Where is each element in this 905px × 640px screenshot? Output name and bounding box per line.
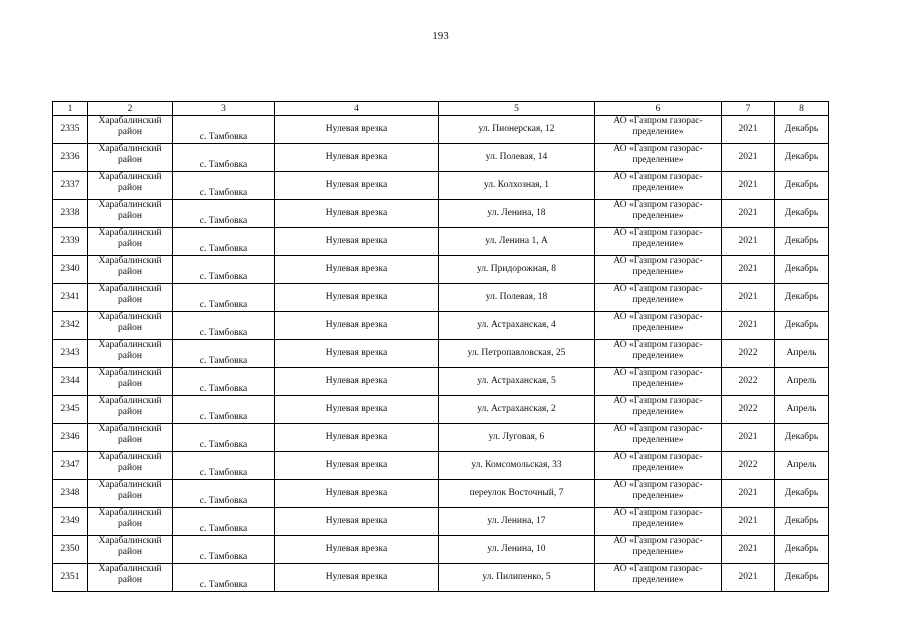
organization-cell xyxy=(595,452,722,480)
organization-line: АО «Газпром газорас- xyxy=(613,284,703,294)
table-row xyxy=(53,144,829,172)
district-line: район xyxy=(118,463,142,473)
settlement-cell: с. Тамбовка xyxy=(173,368,275,396)
year-cell: 2021 xyxy=(722,536,775,564)
table-row xyxy=(53,480,829,508)
organization-line: АО «Газпром газорас- xyxy=(613,172,703,182)
organization-cell xyxy=(595,256,722,284)
organization-line: АО «Газпром газорас- xyxy=(613,508,703,518)
year-cell: 2021 xyxy=(722,228,775,256)
row-number-cell: 2340 xyxy=(53,256,88,284)
row-number-cell: 2335 xyxy=(53,116,88,144)
organization-line: АО «Газпром газорас- xyxy=(613,228,703,238)
work-type-cell: Нулевая врезка xyxy=(275,284,439,312)
district-line: район xyxy=(118,155,142,165)
district-cell xyxy=(88,312,173,340)
organization-cell xyxy=(595,228,722,256)
organization-cell xyxy=(595,536,722,564)
work-type-cell: Нулевая врезка xyxy=(275,172,439,200)
work-type-cell: Нулевая врезка xyxy=(275,200,439,228)
district-cell xyxy=(88,564,173,592)
settlement-cell: с. Тамбовка xyxy=(173,564,275,592)
district-line: Харабалинский xyxy=(98,228,162,238)
year-cell: 2021 xyxy=(722,508,775,536)
organization-line: пределение» xyxy=(632,547,684,557)
address-cell: ул. Комсомольская, 33 xyxy=(439,452,595,480)
row-number-cell: 2341 xyxy=(53,284,88,312)
district-line: район xyxy=(118,575,142,585)
year-cell: 2021 xyxy=(722,172,775,200)
address-cell: ул. Ленина, 17 xyxy=(439,508,595,536)
organization-line: пределение» xyxy=(632,183,684,193)
organization-line: пределение» xyxy=(632,491,684,501)
district-line: Харабалинский xyxy=(98,368,162,378)
address-cell: ул. Астраханская, 4 xyxy=(439,312,595,340)
district-line: район xyxy=(118,519,142,529)
table-row xyxy=(53,256,829,284)
organization-line: пределение» xyxy=(632,351,684,361)
work-type-cell: Нулевая врезка xyxy=(275,312,439,340)
month-cell: Декабрь xyxy=(775,424,829,452)
year-cell: 2021 xyxy=(722,424,775,452)
district-cell xyxy=(88,340,173,368)
organization-line: АО «Газпром газорас- xyxy=(613,340,703,350)
table-row xyxy=(53,200,829,228)
district-line: район xyxy=(118,211,142,221)
settlement-cell: с. Тамбовка xyxy=(173,396,275,424)
district-line: Харабалинский xyxy=(98,116,162,126)
column-number-row xyxy=(53,102,829,116)
organization-cell xyxy=(595,172,722,200)
district-cell xyxy=(88,536,173,564)
organization-line: пределение» xyxy=(632,155,684,165)
table-row xyxy=(53,172,829,200)
work-type-cell: Нулевая врезка xyxy=(275,368,439,396)
address-cell: ул. Петропавловская, 25 xyxy=(439,340,595,368)
row-number-cell: 2338 xyxy=(53,200,88,228)
district-line: Харабалинский xyxy=(98,396,162,406)
year-cell: 2022 xyxy=(722,368,775,396)
organization-cell xyxy=(595,424,722,452)
organization-line: пределение» xyxy=(632,435,684,445)
row-number-cell: 2343 xyxy=(53,340,88,368)
column-header-1: 1 xyxy=(53,102,88,116)
year-cell: 2021 xyxy=(722,564,775,592)
address-cell: ул. Пионерская, 12 xyxy=(439,116,595,144)
column-header-5: 5 xyxy=(439,102,595,116)
settlement-cell: с. Тамбовка xyxy=(173,284,275,312)
year-cell: 2022 xyxy=(722,340,775,368)
gasification-table xyxy=(52,101,829,592)
address-cell: ул. Полевая, 14 xyxy=(439,144,595,172)
organization-cell xyxy=(595,144,722,172)
year-cell: 2021 xyxy=(722,312,775,340)
address-cell: ул. Астраханская, 5 xyxy=(439,368,595,396)
settlement-cell: с. Тамбовка xyxy=(173,536,275,564)
work-type-cell: Нулевая врезка xyxy=(275,508,439,536)
table-row xyxy=(53,312,829,340)
district-cell xyxy=(88,116,173,144)
organization-line: АО «Газпром газорас- xyxy=(613,480,703,490)
table-row xyxy=(53,536,829,564)
organization-line: АО «Газпром газорас- xyxy=(613,396,703,406)
row-number-cell: 2349 xyxy=(53,508,88,536)
organization-line: АО «Газпром газорас- xyxy=(613,424,703,434)
row-number-cell: 2347 xyxy=(53,452,88,480)
settlement-cell: с. Тамбовка xyxy=(173,200,275,228)
column-header-4: 4 xyxy=(275,102,439,116)
organization-cell xyxy=(595,368,722,396)
district-line: район xyxy=(118,183,142,193)
address-cell: ул. Ленина 1, А xyxy=(439,228,595,256)
work-type-cell: Нулевая врезка xyxy=(275,424,439,452)
organization-line: пределение» xyxy=(632,463,684,473)
district-cell xyxy=(88,256,173,284)
district-cell xyxy=(88,368,173,396)
organization-line: пределение» xyxy=(632,407,684,417)
district-line: район xyxy=(118,295,142,305)
district-cell xyxy=(88,284,173,312)
year-cell: 2021 xyxy=(722,284,775,312)
table-row xyxy=(53,452,829,480)
organization-cell xyxy=(595,340,722,368)
address-cell: ул. Придорожная, 8 xyxy=(439,256,595,284)
district-line: район xyxy=(118,239,142,249)
work-type-cell: Нулевая врезка xyxy=(275,564,439,592)
district-line: Харабалинский xyxy=(98,144,162,154)
settlement-cell: с. Тамбовка xyxy=(173,452,275,480)
organization-line: пределение» xyxy=(632,379,684,389)
organization-line: пределение» xyxy=(632,239,684,249)
district-cell xyxy=(88,396,173,424)
year-cell: 2021 xyxy=(722,116,775,144)
settlement-cell: с. Тамбовка xyxy=(173,480,275,508)
organization-line: АО «Газпром газорас- xyxy=(613,256,703,266)
organization-line: АО «Газпром газорас- xyxy=(613,144,703,154)
month-cell: Апрель xyxy=(775,340,829,368)
year-cell: 2021 xyxy=(722,480,775,508)
district-line: район xyxy=(118,435,142,445)
district-line: район xyxy=(118,547,142,557)
column-header-2: 2 xyxy=(88,102,173,116)
district-line: район xyxy=(118,491,142,501)
district-line: Харабалинский xyxy=(98,340,162,350)
work-type-cell: Нулевая врезка xyxy=(275,536,439,564)
work-type-cell: Нулевая врезка xyxy=(275,228,439,256)
month-cell: Декабрь xyxy=(775,200,829,228)
month-cell: Декабрь xyxy=(775,564,829,592)
district-cell xyxy=(88,424,173,452)
district-cell xyxy=(88,508,173,536)
year-cell: 2021 xyxy=(722,144,775,172)
district-line: Харабалинский xyxy=(98,424,162,434)
work-type-cell: Нулевая врезка xyxy=(275,256,439,284)
district-line: район xyxy=(118,407,142,417)
address-cell: ул. Луговая, 6 xyxy=(439,424,595,452)
table-row xyxy=(53,340,829,368)
year-cell: 2021 xyxy=(722,256,775,284)
organization-line: пределение» xyxy=(632,323,684,333)
row-number-cell: 2350 xyxy=(53,536,88,564)
page-number: 193 xyxy=(432,30,449,42)
settlement-cell: с. Тамбовка xyxy=(173,144,275,172)
row-number-cell: 2337 xyxy=(53,172,88,200)
month-cell: Декабрь xyxy=(775,312,829,340)
settlement-cell: с. Тамбовка xyxy=(173,508,275,536)
district-line: район xyxy=(118,127,142,137)
settlement-cell: с. Тамбовка xyxy=(173,424,275,452)
month-cell: Декабрь xyxy=(775,172,829,200)
organization-cell xyxy=(595,284,722,312)
settlement-cell: с. Тамбовка xyxy=(173,116,275,144)
address-cell: ул. Полевая, 18 xyxy=(439,284,595,312)
organization-cell xyxy=(595,116,722,144)
column-header-3: 3 xyxy=(173,102,275,116)
organization-cell xyxy=(595,396,722,424)
district-line: район xyxy=(118,267,142,277)
organization-line: АО «Газпром газорас- xyxy=(613,312,703,322)
column-header-7: 7 xyxy=(722,102,775,116)
column-header-8: 8 xyxy=(775,102,829,116)
work-type-cell: Нулевая врезка xyxy=(275,144,439,172)
district-cell xyxy=(88,144,173,172)
district-line: Харабалинский xyxy=(98,452,162,462)
organization-cell xyxy=(595,480,722,508)
district-cell xyxy=(88,452,173,480)
district-line: район xyxy=(118,351,142,361)
settlement-cell: с. Тамбовка xyxy=(173,256,275,284)
organization-cell xyxy=(595,312,722,340)
month-cell: Декабрь xyxy=(775,284,829,312)
row-number-cell: 2346 xyxy=(53,424,88,452)
district-line: район xyxy=(118,323,142,333)
month-cell: Декабрь xyxy=(775,256,829,284)
address-cell: ул. Астраханская, 2 xyxy=(439,396,595,424)
organization-line: АО «Газпром газорас- xyxy=(613,116,703,126)
month-cell: Декабрь xyxy=(775,144,829,172)
organization-cell xyxy=(595,564,722,592)
organization-line: АО «Газпром газорас- xyxy=(613,452,703,462)
column-header-6: 6 xyxy=(595,102,722,116)
table-row xyxy=(53,228,829,256)
organization-line: пределение» xyxy=(632,519,684,529)
district-line: Харабалинский xyxy=(98,480,162,490)
district-line: район xyxy=(118,379,142,389)
settlement-cell: с. Тамбовка xyxy=(173,172,275,200)
settlement-cell: с. Тамбовка xyxy=(173,228,275,256)
month-cell: Декабрь xyxy=(775,480,829,508)
district-line: Харабалинский xyxy=(98,200,162,210)
table-row xyxy=(53,564,829,592)
month-cell: Декабрь xyxy=(775,116,829,144)
organization-line: пределение» xyxy=(632,211,684,221)
address-cell: ул. Ленина, 18 xyxy=(439,200,595,228)
month-cell: Декабрь xyxy=(775,508,829,536)
district-cell xyxy=(88,200,173,228)
row-number-cell: 2351 xyxy=(53,564,88,592)
organization-cell xyxy=(595,200,722,228)
table-row xyxy=(53,396,829,424)
row-number-cell: 2348 xyxy=(53,480,88,508)
year-cell: 2022 xyxy=(722,396,775,424)
work-type-cell: Нулевая врезка xyxy=(275,340,439,368)
year-cell: 2021 xyxy=(722,200,775,228)
row-number-cell: 2336 xyxy=(53,144,88,172)
month-cell: Апрель xyxy=(775,396,829,424)
organization-cell xyxy=(595,508,722,536)
address-cell: ул. Ленина, 10 xyxy=(439,536,595,564)
work-type-cell: Нулевая врезка xyxy=(275,452,439,480)
settlement-cell: с. Тамбовка xyxy=(173,312,275,340)
table-row xyxy=(53,116,829,144)
month-cell: Декабрь xyxy=(775,536,829,564)
organization-line: АО «Газпром газорас- xyxy=(613,368,703,378)
address-cell: ул. Пилипенко, 5 xyxy=(439,564,595,592)
district-line: Харабалинский xyxy=(98,564,162,574)
district-cell xyxy=(88,228,173,256)
month-cell: Декабрь xyxy=(775,228,829,256)
month-cell: Апрель xyxy=(775,452,829,480)
district-line: Харабалинский xyxy=(98,536,162,546)
work-type-cell: Нулевая врезка xyxy=(275,116,439,144)
organization-line: АО «Газпром газорас- xyxy=(613,536,703,546)
row-number-cell: 2339 xyxy=(53,228,88,256)
table-body xyxy=(53,116,829,592)
district-line: Харабалинский xyxy=(98,284,162,294)
work-type-cell: Нулевая врезка xyxy=(275,396,439,424)
work-type-cell: Нулевая врезка xyxy=(275,480,439,508)
table-row xyxy=(53,284,829,312)
organization-line: АО «Газпром газорас- xyxy=(613,564,703,574)
month-cell: Апрель xyxy=(775,368,829,396)
organization-line: пределение» xyxy=(632,575,684,585)
table-row xyxy=(53,508,829,536)
district-line: Харабалинский xyxy=(98,256,162,266)
district-line: Харабалинский xyxy=(98,508,162,518)
table-row xyxy=(53,424,829,452)
table-row xyxy=(53,368,829,396)
organization-line: пределение» xyxy=(632,127,684,137)
settlement-cell: с. Тамбовка xyxy=(173,340,275,368)
district-cell xyxy=(88,480,173,508)
organization-line: пределение» xyxy=(632,295,684,305)
row-number-cell: 2345 xyxy=(53,396,88,424)
district-line: Харабалинский xyxy=(98,172,162,182)
address-cell: переулок Восточный, 7 xyxy=(439,480,595,508)
district-cell xyxy=(88,172,173,200)
row-number-cell: 2344 xyxy=(53,368,88,396)
row-number-cell: 2342 xyxy=(53,312,88,340)
address-cell: ул. Колхозная, 1 xyxy=(439,172,595,200)
organization-line: пределение» xyxy=(632,267,684,277)
organization-line: АО «Газпром газорас- xyxy=(613,200,703,210)
district-line: Харабалинский xyxy=(98,312,162,322)
year-cell: 2022 xyxy=(722,452,775,480)
